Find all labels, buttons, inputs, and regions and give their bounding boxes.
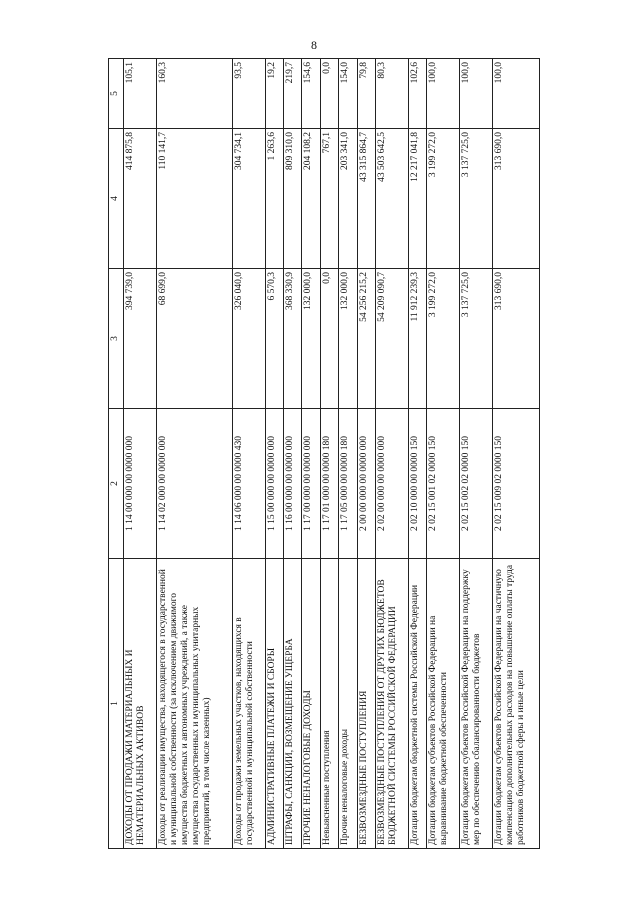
row-plan-cell: 326 040,0 (232, 269, 265, 409)
table-row (265, 59, 283, 849)
table-row (492, 59, 539, 849)
row-percent-cell: 102,6 (408, 59, 426, 129)
table-row (427, 59, 460, 849)
rotated-table-container (108, 59, 540, 849)
row-plan-cell: 313 690,0 (492, 269, 539, 409)
table-row (408, 59, 426, 849)
row-actual-cell: 3 137 725,0 (459, 129, 492, 269)
row-percent-cell: 100,0 (459, 59, 492, 129)
row-actual-cell: 43 315 864,7 (357, 129, 375, 269)
row-plan-cell: 3 199 272,0 (427, 269, 460, 409)
row-code-cell: 1 14 02 000 00 0000 000 (156, 409, 232, 559)
row-plan-cell: 368 330,9 (284, 269, 302, 409)
table-row (232, 59, 265, 849)
row-code-cell: 2 00 00 000 00 0000 000 (357, 409, 375, 559)
table-row (124, 59, 157, 849)
row-name-cell: Дотации бюджетам субъектов Российской Федерации на поддержку мер по обеспечению сбалансированности бюджетов (459, 559, 492, 849)
row-code-cell: 2 02 00 000 00 0000 000 (375, 409, 408, 559)
table-header-row (109, 59, 124, 849)
row-percent-cell: 79,8 (357, 59, 375, 129)
table-row (302, 59, 320, 849)
row-percent-cell: 219,7 (284, 59, 302, 129)
table-row (357, 59, 375, 849)
table-row (339, 59, 357, 849)
row-code-cell: 1 16 00 000 00 0000 000 (284, 409, 302, 559)
row-actual-cell: 414 875,8 (124, 129, 157, 269)
row-name-cell: ПРОЧИЕ НЕНАЛОГОВЫЕ ДОХОДЫ (302, 559, 320, 849)
row-plan-cell: 132 000,0 (302, 269, 320, 409)
row-percent-cell: 154,6 (302, 59, 320, 129)
row-plan-cell: 54 209 090,7 (375, 269, 408, 409)
row-code-cell: 1 14 00 000 00 0000 000 (124, 409, 157, 559)
table-row (320, 59, 338, 849)
row-code-cell: 1 17 01 000 00 0000 180 (320, 409, 338, 559)
header-cell: 5 (109, 59, 124, 129)
row-percent-cell: 0,0 (320, 59, 338, 129)
row-plan-cell: 11 912 239,3 (408, 269, 426, 409)
row-actual-cell: 809 310,0 (284, 129, 302, 269)
table-row (375, 59, 408, 849)
row-plan-cell: 0,0 (320, 269, 338, 409)
revenue-table (108, 58, 540, 849)
row-name-cell: АДМИНИСТРАТИВНЫЕ ПЛАТЕЖИ И СБОРЫ (265, 559, 283, 849)
row-code-cell: 1 17 00 000 00 0000 000 (302, 409, 320, 559)
row-name-cell: Дотации бюджетам субъектов Российской Федерации на частичную компенсацию дополнительных расходов на повышение оплаты труда работников бюджетной сферы и иные цели (492, 559, 539, 849)
header-cell: 3 (109, 269, 124, 409)
row-name-cell: БЕЗВОЗМЕЗДНЫЕ ПОСТУПЛЕНИЯ (357, 559, 375, 849)
row-actual-cell: 203 341,0 (339, 129, 357, 269)
row-percent-cell: 105,1 (124, 59, 157, 129)
row-code-cell: 2 02 15 009 02 0000 150 (492, 409, 539, 559)
page-number: 8 (311, 38, 317, 52)
row-code-cell: 1 14 06 000 00 0000 430 (232, 409, 265, 559)
row-actual-cell: 12 217 041,8 (408, 129, 426, 269)
table-row (284, 59, 302, 849)
row-plan-cell: 54 256 215,2 (357, 269, 375, 409)
row-plan-cell: 394 739,0 (124, 269, 157, 409)
row-percent-cell: 93,5 (232, 59, 265, 129)
row-code-cell: 1 15 00 000 00 0000 000 (265, 409, 283, 559)
row-code-cell: 2 02 15 002 02 0000 150 (459, 409, 492, 559)
row-actual-cell: 313 690,0 (492, 129, 539, 269)
row-actual-cell: 204 108,2 (302, 129, 320, 269)
row-code-cell: 1 17 05 000 00 0000 180 (339, 409, 357, 559)
row-percent-cell: 80,3 (375, 59, 408, 129)
row-plan-cell: 132 000,0 (339, 269, 357, 409)
table-row (459, 59, 492, 849)
header-cell: 2 (109, 409, 124, 559)
row-percent-cell: 19,2 (265, 59, 283, 129)
row-name-cell: Прочие неналоговые доходы (339, 559, 357, 849)
row-actual-cell: 43 503 642,5 (375, 129, 408, 269)
row-actual-cell: 1 263,6 (265, 129, 283, 269)
row-plan-cell: 3 137 725,0 (459, 269, 492, 409)
row-actual-cell: 304 734,1 (232, 129, 265, 269)
row-name-cell: ДОХОДЫ ОТ ПРОДАЖИ МАТЕРИАЛЬНЫХ И НЕМАТЕРИАЛЬНЫХ АКТИВОВ (124, 559, 157, 849)
row-percent-cell: 160,3 (156, 59, 232, 129)
row-actual-cell: 767,1 (320, 129, 338, 269)
row-name-cell: Дотации бюджетам субъектов Российской Федерации на выравнивание бюджетной обеспеченности (427, 559, 460, 849)
row-plan-cell: 6 570,3 (265, 269, 283, 409)
row-name-cell: БЕЗВОЗМЕЗДНЫЕ ПОСТУПЛЕНИЯ ОТ ДРУГИХ БЮДЖЕТОВ БЮДЖЕТНОЙ СИСТЕМЫ РОССИЙСКОЙ ФЕДЕРАЦИИ (375, 559, 408, 849)
row-name-cell: Доходы от продажи земельных участков, находящихся в государственной и муниципальной собственности (232, 559, 265, 849)
row-percent-cell: 100,0 (427, 59, 460, 129)
row-name-cell: Доходы от реализации имущества, находящегося в государственной и муниципальной собственности (за исключением движимого имущества бюджетных и автономных учреждений, а также имущества государственных и муниципальных унитарных предприятий, в том числе казенных) (156, 559, 232, 849)
row-name-cell: Дотации бюджетам бюджетной системы Российской Федерации (408, 559, 426, 849)
row-name-cell: Невыясненные поступления (320, 559, 338, 849)
header-cell: 4 (109, 129, 124, 269)
row-percent-cell: 154,0 (339, 59, 357, 129)
header-cell: 1 (109, 559, 124, 849)
row-percent-cell: 100,0 (492, 59, 539, 129)
row-actual-cell: 110 141,7 (156, 129, 232, 269)
table-row (156, 59, 232, 849)
row-code-cell: 2 02 10 000 00 0000 150 (408, 409, 426, 559)
row-name-cell: ШТРАФЫ, САНКЦИИ, ВОЗМЕЩЕНИЕ УЩЕРБА (284, 559, 302, 849)
row-plan-cell: 68 699,0 (156, 269, 232, 409)
row-code-cell: 2 02 15 001 02 0000 150 (427, 409, 460, 559)
row-actual-cell: 3 199 272,0 (427, 129, 460, 269)
